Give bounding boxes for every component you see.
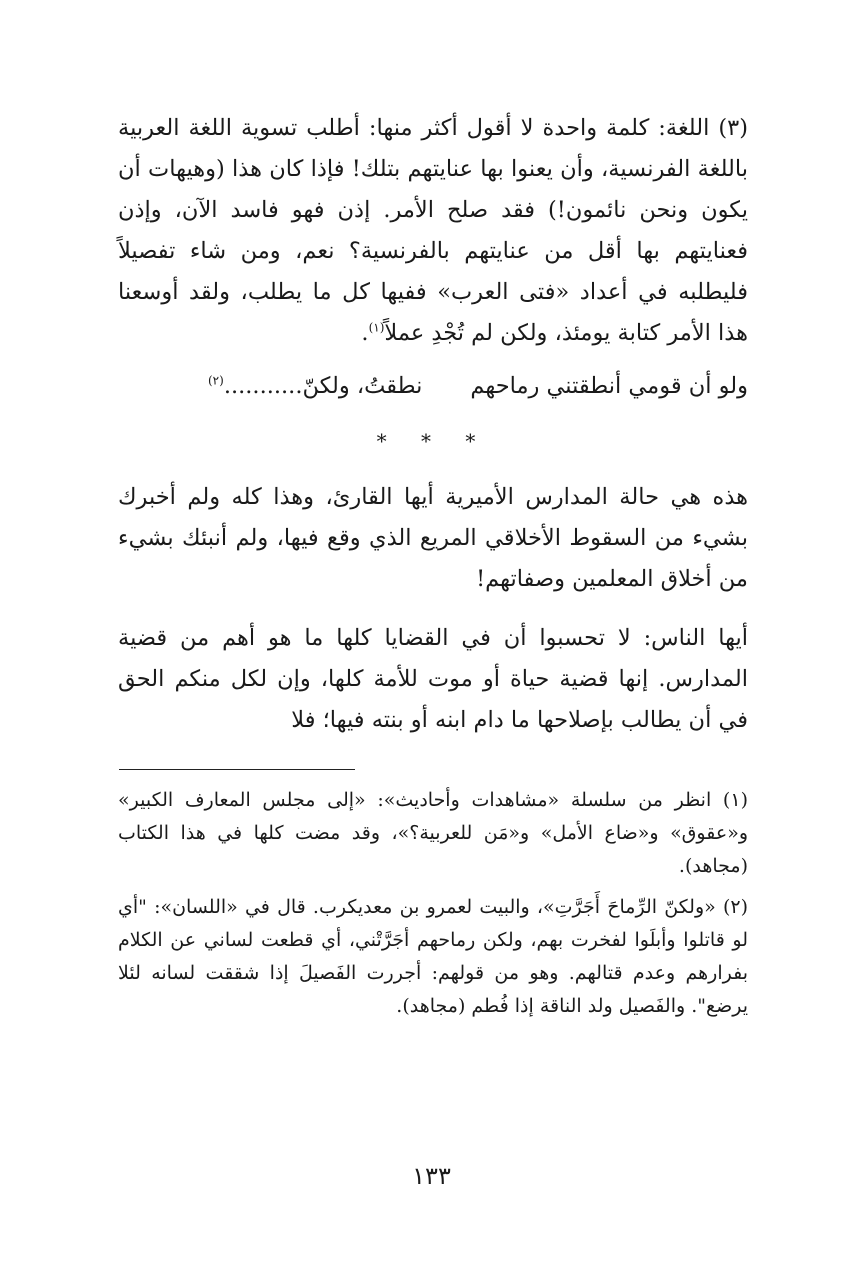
paragraph-appeal: أيها الناس: لا تحسبوا أن في القضايا كلها ما هو أهم من قضية المدارس. إنها قضية حياة أو موت للأمة كلها، وإن لكل منكم الحق في أن يطالب بإصلاحها ما دام ابنه أو بنته فيها؛ فلا bbox=[118, 625, 748, 733]
paragraph-language bbox=[118, 108, 748, 354]
footnote-2: (٢) «ولكنّ الرِّماحَ أَجَرَّتِ»، والبيت لعمرو بن معديكرب. قال في «اللسان»: "أي لو قاتلوا وأبلَوا لفخرت بهم، ولكن رماحهم أجَرَّتْني، أي قطعت لساني عن الكلام بفرارهم وعدم قتالهم. وهو من قولهم: أجررت الفَصيلَ إذا شققت لسانه لئلا يرضع". والفَصيل ولد الناقة إذا فُطم (مجاهد). bbox=[118, 896, 748, 1017]
verse-second-text: نطقتُ، ولكنّ........... bbox=[223, 373, 423, 399]
paragraph-language-end: . bbox=[361, 320, 369, 346]
paragraph-language-text: (٣) اللغة: كلمة واحدة لا أقول أكثر منها: أطلب تسوية اللغة العربية باللغة الفرنسية، وأن يعنوا بها عنايتهم بتلك! فإذا كان هذا (وهيهات أن يكون ونحن نائمون!) فقد صلح الأمر. إذن فهو فاسد الآن، وإذن فعنايتهم بها أقل من عنايتهم بالفرنسية؟ نعم، ومن شاء تفصيلاً فليطلبه في أعداد «فتى العرب» ففيها كل ما يطلب، ولقد أوسعنا هذا الأمر كتابة يومئذ، ولكن لم تُجْدِ عملاً bbox=[118, 115, 748, 346]
page-number: ١٣٣ bbox=[412, 1162, 451, 1190]
verse-first-hemistich: ولو أن قومي أنطقتني رماحهم bbox=[470, 373, 748, 399]
poem-verse bbox=[118, 366, 748, 407]
section-separator: * * * bbox=[376, 429, 490, 453]
verse-second-hemistich bbox=[208, 366, 422, 407]
footnote-divider bbox=[119, 769, 355, 770]
footnote-ref-2: (٢) bbox=[207, 373, 224, 388]
book-page bbox=[118, 108, 748, 1023]
paragraph-schools-state: هذه هي حالة المدارس الأميرية أيها القارئ، وهذا كله ولم أخبرك بشيء من السقوط الأخلاقي المريع الذي وقع فيها، ولم أنبئك بشيء من أخلاق المعلمين وصفاتهم! bbox=[118, 484, 748, 592]
footnote-1: (١) انظر من سلسلة «مشاهدات وأحاديث»: «إلى مجلس المعارف الكبير» و«عقوق» و«ضاع الأمل» و«مَن للعربية؟»، وقد مضت كلها في هذا الكتاب (مجاهد). bbox=[118, 789, 748, 877]
footnote-ref-1: (١) bbox=[368, 320, 385, 335]
